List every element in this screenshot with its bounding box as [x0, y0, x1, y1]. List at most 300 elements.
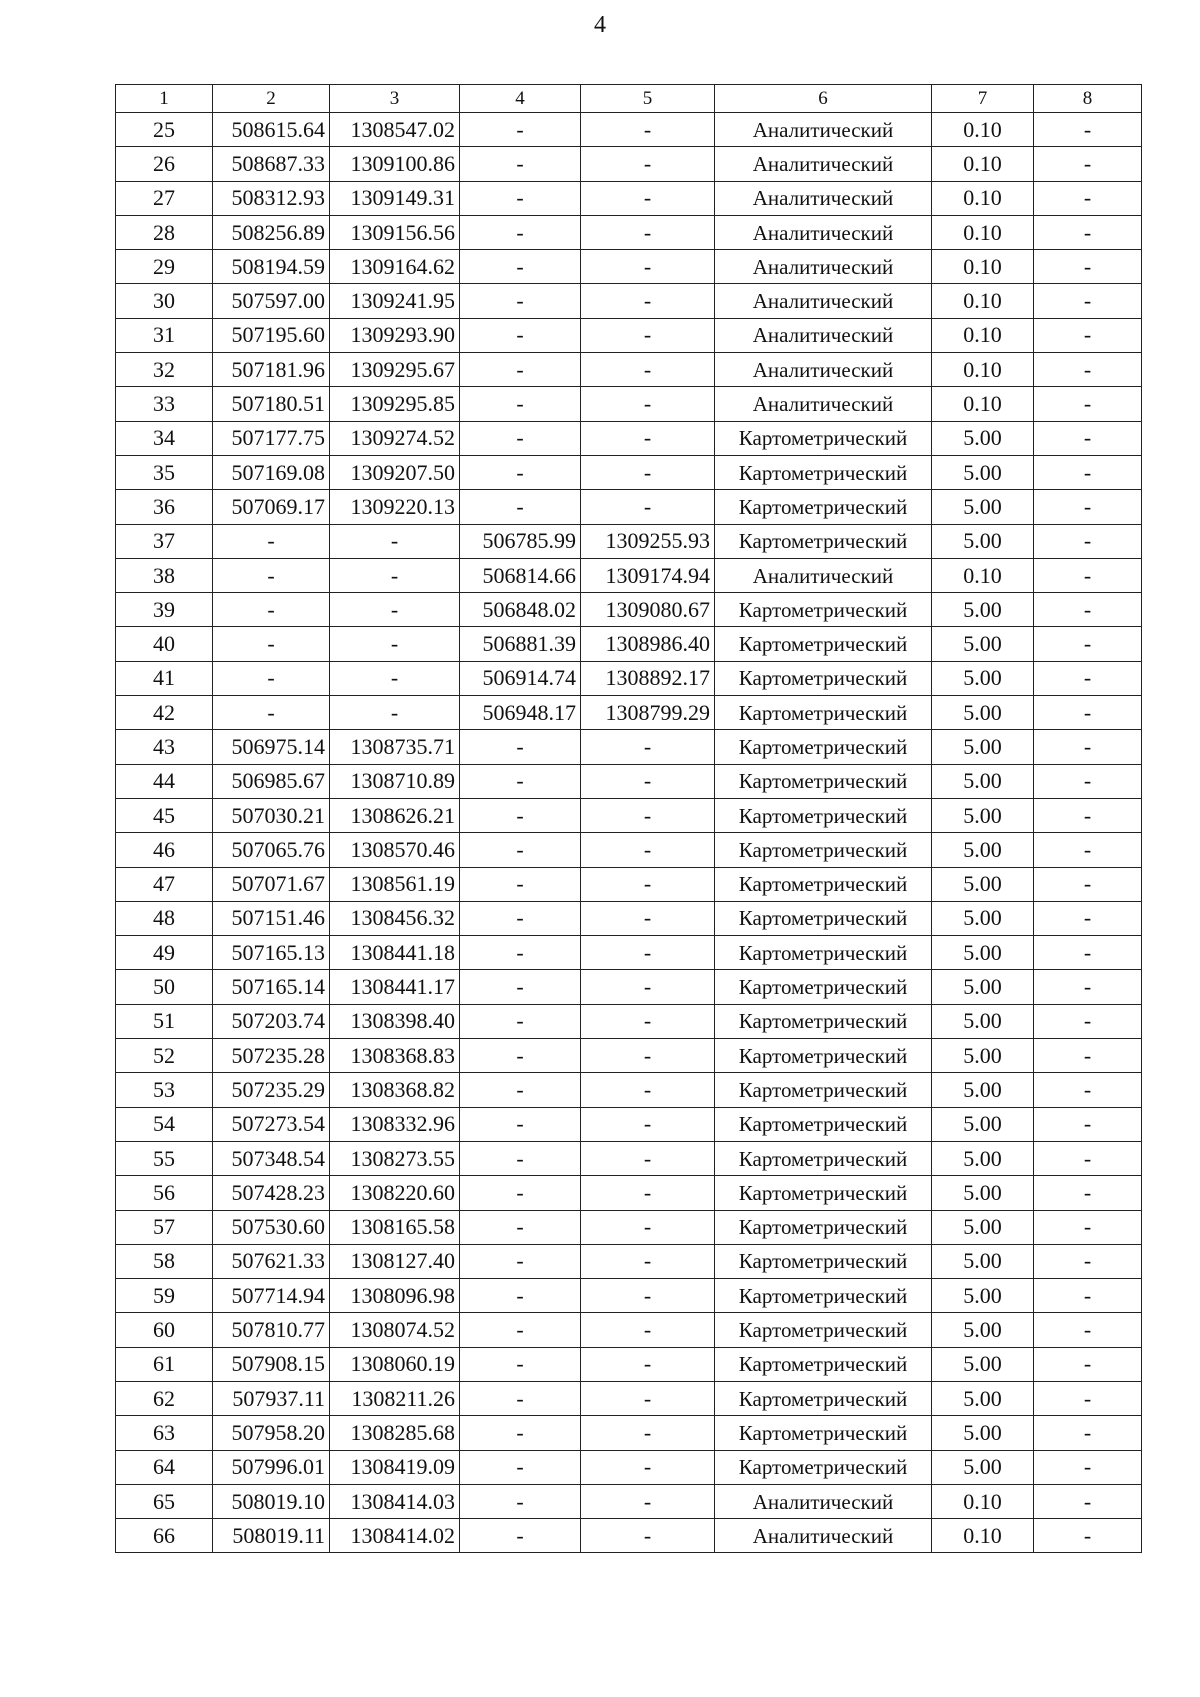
note-cell: -: [1034, 970, 1142, 1004]
point-number-cell: 28: [116, 215, 213, 249]
y-coord-cell: 1308570.46: [330, 833, 460, 867]
point-number-cell: 49: [116, 936, 213, 970]
x-coord-cell: 507180.51: [213, 387, 330, 421]
method-cell: Аналитический: [715, 353, 932, 387]
table-row: [116, 455, 1142, 489]
method-cell: Картометрический: [715, 661, 932, 695]
x-coord-new-cell: 506785.99: [460, 524, 581, 558]
method-cell: Картометрический: [715, 524, 932, 558]
y-coord-cell: 1309293.90: [330, 318, 460, 352]
x-coord-cell: 507151.46: [213, 901, 330, 935]
method-cell: Картометрический: [715, 1210, 932, 1244]
x-coord-new-cell: 506848.02: [460, 593, 581, 627]
x-coord-new-cell: -: [460, 1176, 581, 1210]
note-cell: -: [1034, 215, 1142, 249]
x-coord-new-cell: -: [460, 1141, 581, 1175]
accuracy-cell: 0.10: [932, 1484, 1034, 1518]
accuracy-cell: 5.00: [932, 661, 1034, 695]
x-coord-cell: 507348.54: [213, 1141, 330, 1175]
method-cell: Картометрический: [715, 593, 932, 627]
y-coord-new-cell: -: [581, 798, 715, 832]
y-coord-cell: 1308368.82: [330, 1073, 460, 1107]
point-number-cell: 26: [116, 147, 213, 181]
note-cell: -: [1034, 1347, 1142, 1381]
y-coord-new-cell: -: [581, 147, 715, 181]
x-coord-cell: 507428.23: [213, 1176, 330, 1210]
table-row: [116, 627, 1142, 661]
note-cell: -: [1034, 181, 1142, 215]
x-coord-new-cell: -: [460, 1450, 581, 1484]
method-cell: Картометрический: [715, 764, 932, 798]
y-coord-cell: -: [330, 524, 460, 558]
method-cell: Картометрический: [715, 490, 932, 524]
note-cell: -: [1034, 1313, 1142, 1347]
x-coord-cell: 508019.10: [213, 1484, 330, 1518]
table-row: [116, 833, 1142, 867]
x-coord-new-cell: -: [460, 1210, 581, 1244]
point-number-cell: 38: [116, 558, 213, 592]
y-coord-cell: 1309100.86: [330, 147, 460, 181]
point-number-cell: 62: [116, 1381, 213, 1415]
method-cell: Картометрический: [715, 730, 932, 764]
x-coord-new-cell: -: [460, 1039, 581, 1073]
y-coord-new-cell: -: [581, 250, 715, 284]
y-coord-new-cell: -: [581, 1004, 715, 1038]
note-cell: -: [1034, 661, 1142, 695]
point-number-cell: 46: [116, 833, 213, 867]
note-cell: -: [1034, 627, 1142, 661]
note-cell: -: [1034, 833, 1142, 867]
point-number-cell: 30: [116, 284, 213, 318]
y-coord-cell: 1308710.89: [330, 764, 460, 798]
note-cell: -: [1034, 1141, 1142, 1175]
header-cell: 3: [330, 85, 460, 113]
x-coord-new-cell: -: [460, 353, 581, 387]
header-cell: 1: [116, 85, 213, 113]
x-coord-cell: -: [213, 593, 330, 627]
x-coord-cell: 508615.64: [213, 113, 330, 147]
note-cell: -: [1034, 1107, 1142, 1141]
point-number-cell: 56: [116, 1176, 213, 1210]
table-row: [116, 970, 1142, 1004]
table-row: [116, 1313, 1142, 1347]
table-row: [116, 353, 1142, 387]
y-coord-new-cell: -: [581, 1381, 715, 1415]
y-coord-new-cell: -: [581, 113, 715, 147]
accuracy-cell: 0.10: [932, 215, 1034, 249]
table-row: [116, 1519, 1142, 1553]
x-coord-cell: 507621.33: [213, 1244, 330, 1278]
point-number-cell: 57: [116, 1210, 213, 1244]
accuracy-cell: 5.00: [932, 833, 1034, 867]
x-coord-new-cell: -: [460, 1381, 581, 1415]
x-coord-cell: 507937.11: [213, 1381, 330, 1415]
y-coord-cell: 1309207.50: [330, 455, 460, 489]
method-cell: Картометрический: [715, 1073, 932, 1107]
point-number-cell: 63: [116, 1416, 213, 1450]
accuracy-cell: 5.00: [932, 593, 1034, 627]
y-coord-new-cell: -: [581, 1313, 715, 1347]
x-coord-cell: 507169.08: [213, 455, 330, 489]
accuracy-cell: 5.00: [932, 421, 1034, 455]
table-row: [116, 1176, 1142, 1210]
accuracy-cell: 5.00: [932, 1176, 1034, 1210]
x-coord-new-cell: -: [460, 1244, 581, 1278]
x-coord-new-cell: -: [460, 936, 581, 970]
table-row: [116, 215, 1142, 249]
accuracy-cell: 5.00: [932, 1313, 1034, 1347]
y-coord-cell: 1308127.40: [330, 1244, 460, 1278]
method-cell: Картометрический: [715, 1416, 932, 1450]
note-cell: -: [1034, 1004, 1142, 1038]
accuracy-cell: 5.00: [932, 1004, 1034, 1038]
accuracy-cell: 5.00: [932, 901, 1034, 935]
x-coord-cell: 508256.89: [213, 215, 330, 249]
table-row: [116, 1381, 1142, 1415]
y-coord-cell: -: [330, 593, 460, 627]
header-cell: 5: [581, 85, 715, 113]
y-coord-new-cell: -: [581, 1210, 715, 1244]
point-number-cell: 25: [116, 113, 213, 147]
y-coord-cell: 1309241.95: [330, 284, 460, 318]
table-row: [116, 1141, 1142, 1175]
y-coord-new-cell: -: [581, 1484, 715, 1518]
y-coord-cell: 1309295.85: [330, 387, 460, 421]
point-number-cell: 32: [116, 353, 213, 387]
x-coord-new-cell: -: [460, 215, 581, 249]
x-coord-cell: -: [213, 696, 330, 730]
accuracy-cell: 5.00: [932, 455, 1034, 489]
x-coord-new-cell: 506881.39: [460, 627, 581, 661]
table-row: [116, 1073, 1142, 1107]
table-row: [116, 764, 1142, 798]
accuracy-cell: 5.00: [932, 1450, 1034, 1484]
table-row: [116, 387, 1142, 421]
note-cell: -: [1034, 490, 1142, 524]
note-cell: -: [1034, 1519, 1142, 1553]
x-coord-cell: -: [213, 661, 330, 695]
point-number-cell: 31: [116, 318, 213, 352]
method-cell: Картометрический: [715, 1450, 932, 1484]
y-coord-new-cell: 1308986.40: [581, 627, 715, 661]
accuracy-cell: 5.00: [932, 696, 1034, 730]
table-row: [116, 1210, 1142, 1244]
y-coord-cell: 1308096.98: [330, 1279, 460, 1313]
y-coord-cell: 1308419.09: [330, 1450, 460, 1484]
method-cell: Аналитический: [715, 181, 932, 215]
y-coord-new-cell: -: [581, 901, 715, 935]
x-coord-new-cell: -: [460, 113, 581, 147]
x-coord-new-cell: 506914.74: [460, 661, 581, 695]
point-number-cell: 40: [116, 627, 213, 661]
note-cell: -: [1034, 696, 1142, 730]
accuracy-cell: 5.00: [932, 1244, 1034, 1278]
y-coord-cell: 1309164.62: [330, 250, 460, 284]
accuracy-cell: 0.10: [932, 353, 1034, 387]
table-row: [116, 1450, 1142, 1484]
x-coord-new-cell: 506948.17: [460, 696, 581, 730]
accuracy-cell: 5.00: [932, 490, 1034, 524]
x-coord-cell: 508312.93: [213, 181, 330, 215]
point-number-cell: 42: [116, 696, 213, 730]
note-cell: -: [1034, 387, 1142, 421]
y-coord-cell: 1309220.13: [330, 490, 460, 524]
y-coord-new-cell: -: [581, 1519, 715, 1553]
y-coord-new-cell: -: [581, 1141, 715, 1175]
y-coord-cell: 1308368.83: [330, 1039, 460, 1073]
x-coord-new-cell: -: [460, 1107, 581, 1141]
y-coord-new-cell: -: [581, 1347, 715, 1381]
point-number-cell: 55: [116, 1141, 213, 1175]
x-coord-cell: -: [213, 627, 330, 661]
x-coord-new-cell: -: [460, 490, 581, 524]
accuracy-cell: 5.00: [932, 1210, 1034, 1244]
accuracy-cell: 0.10: [932, 147, 1034, 181]
table-row: [116, 1347, 1142, 1381]
x-coord-new-cell: -: [460, 421, 581, 455]
y-coord-cell: 1309149.31: [330, 181, 460, 215]
note-cell: -: [1034, 147, 1142, 181]
x-coord-cell: 507071.67: [213, 867, 330, 901]
method-cell: Аналитический: [715, 284, 932, 318]
method-cell: Аналитический: [715, 147, 932, 181]
y-coord-new-cell: -: [581, 1244, 715, 1278]
y-coord-new-cell: -: [581, 1176, 715, 1210]
table-row: [116, 1039, 1142, 1073]
x-coord-new-cell: -: [460, 147, 581, 181]
point-number-cell: 54: [116, 1107, 213, 1141]
x-coord-cell: 508019.11: [213, 1519, 330, 1553]
point-number-cell: 39: [116, 593, 213, 627]
method-cell: Картометрический: [715, 1244, 932, 1278]
note-cell: -: [1034, 1176, 1142, 1210]
x-coord-cell: 508194.59: [213, 250, 330, 284]
method-cell: Картометрический: [715, 1313, 932, 1347]
table-row: [116, 798, 1142, 832]
note-cell: -: [1034, 1244, 1142, 1278]
table-row: [116, 936, 1142, 970]
method-cell: Картометрический: [715, 901, 932, 935]
method-cell: Картометрический: [715, 867, 932, 901]
header-cell: 8: [1034, 85, 1142, 113]
y-coord-new-cell: -: [581, 730, 715, 764]
y-coord-new-cell: -: [581, 353, 715, 387]
y-coord-cell: -: [330, 558, 460, 592]
y-coord-cell: 1308398.40: [330, 1004, 460, 1038]
point-number-cell: 66: [116, 1519, 213, 1553]
x-coord-cell: 507810.77: [213, 1313, 330, 1347]
table-row: [116, 250, 1142, 284]
table-row: [116, 696, 1142, 730]
y-coord-new-cell: 1309255.93: [581, 524, 715, 558]
y-coord-cell: -: [330, 627, 460, 661]
note-cell: -: [1034, 1450, 1142, 1484]
y-coord-cell: 1308547.02: [330, 113, 460, 147]
y-coord-cell: 1308060.19: [330, 1347, 460, 1381]
accuracy-cell: 5.00: [932, 1347, 1034, 1381]
note-cell: -: [1034, 250, 1142, 284]
accuracy-cell: 0.10: [932, 558, 1034, 592]
y-coord-new-cell: -: [581, 455, 715, 489]
y-coord-new-cell: -: [581, 1039, 715, 1073]
x-coord-new-cell: -: [460, 455, 581, 489]
y-coord-new-cell: -: [581, 284, 715, 318]
x-coord-cell: 507203.74: [213, 1004, 330, 1038]
y-coord-cell: -: [330, 696, 460, 730]
y-coord-new-cell: -: [581, 421, 715, 455]
point-number-cell: 59: [116, 1279, 213, 1313]
point-number-cell: 37: [116, 524, 213, 558]
method-cell: Картометрический: [715, 696, 932, 730]
x-coord-cell: 506985.67: [213, 764, 330, 798]
note-cell: -: [1034, 524, 1142, 558]
accuracy-cell: 5.00: [932, 1141, 1034, 1175]
point-number-cell: 50: [116, 970, 213, 1004]
accuracy-cell: 5.00: [932, 1107, 1034, 1141]
note-cell: -: [1034, 1484, 1142, 1518]
y-coord-new-cell: -: [581, 1107, 715, 1141]
point-number-cell: 29: [116, 250, 213, 284]
accuracy-cell: 0.10: [932, 113, 1034, 147]
accuracy-cell: 5.00: [932, 936, 1034, 970]
x-coord-new-cell: -: [460, 764, 581, 798]
page-number: 4: [594, 12, 606, 38]
y-coord-new-cell: -: [581, 181, 715, 215]
note-cell: -: [1034, 764, 1142, 798]
x-coord-cell: 507030.21: [213, 798, 330, 832]
point-number-cell: 43: [116, 730, 213, 764]
y-coord-cell: 1308441.18: [330, 936, 460, 970]
point-number-cell: 27: [116, 181, 213, 215]
x-coord-cell: 507165.14: [213, 970, 330, 1004]
y-coord-new-cell: -: [581, 970, 715, 1004]
y-coord-new-cell: -: [581, 1450, 715, 1484]
y-coord-new-cell: 1309174.94: [581, 558, 715, 592]
point-number-cell: 45: [116, 798, 213, 832]
accuracy-cell: 5.00: [932, 1279, 1034, 1313]
accuracy-cell: 0.10: [932, 387, 1034, 421]
y-coord-cell: 1308332.96: [330, 1107, 460, 1141]
y-coord-cell: 1308414.02: [330, 1519, 460, 1553]
x-coord-new-cell: -: [460, 798, 581, 832]
table-body: [116, 113, 1142, 1553]
method-cell: Аналитический: [715, 318, 932, 352]
method-cell: Картометрический: [715, 1176, 932, 1210]
y-coord-new-cell: -: [581, 1073, 715, 1107]
x-coord-new-cell: -: [460, 1347, 581, 1381]
method-cell: Аналитический: [715, 250, 932, 284]
table-row: [116, 661, 1142, 695]
point-number-cell: 41: [116, 661, 213, 695]
y-coord-cell: 1308735.71: [330, 730, 460, 764]
note-cell: -: [1034, 1416, 1142, 1450]
point-number-cell: 64: [116, 1450, 213, 1484]
x-coord-new-cell: -: [460, 1313, 581, 1347]
method-cell: Картометрический: [715, 1004, 932, 1038]
accuracy-cell: 5.00: [932, 627, 1034, 661]
x-coord-cell: 507065.76: [213, 833, 330, 867]
x-coord-new-cell: -: [460, 901, 581, 935]
note-cell: -: [1034, 901, 1142, 935]
note-cell: -: [1034, 730, 1142, 764]
point-number-cell: 34: [116, 421, 213, 455]
table-row: [116, 524, 1142, 558]
x-coord-new-cell: -: [460, 1073, 581, 1107]
table-row: [116, 284, 1142, 318]
table-row: [116, 490, 1142, 524]
y-coord-cell: 1309274.52: [330, 421, 460, 455]
x-coord-new-cell: -: [460, 387, 581, 421]
x-coord-cell: 507235.28: [213, 1039, 330, 1073]
x-coord-new-cell: -: [460, 1279, 581, 1313]
point-number-cell: 61: [116, 1347, 213, 1381]
method-cell: Картометрический: [715, 1039, 932, 1073]
x-coord-new-cell: -: [460, 284, 581, 318]
table-row: [116, 1004, 1142, 1038]
x-coord-cell: 507908.15: [213, 1347, 330, 1381]
y-coord-new-cell: -: [581, 833, 715, 867]
table-row: [116, 1279, 1142, 1313]
y-coord-cell: 1308626.21: [330, 798, 460, 832]
point-number-cell: 36: [116, 490, 213, 524]
header-row: [116, 85, 1142, 113]
table-row: [116, 113, 1142, 147]
x-coord-new-cell: -: [460, 833, 581, 867]
method-cell: Аналитический: [715, 387, 932, 421]
method-cell: Аналитический: [715, 113, 932, 147]
y-coord-cell: 1309156.56: [330, 215, 460, 249]
method-cell: Картометрический: [715, 1141, 932, 1175]
y-coord-new-cell: -: [581, 867, 715, 901]
x-coord-new-cell: -: [460, 730, 581, 764]
y-coord-new-cell: 1308892.17: [581, 661, 715, 695]
x-coord-cell: 507714.94: [213, 1279, 330, 1313]
method-cell: Аналитический: [715, 1519, 932, 1553]
note-cell: -: [1034, 421, 1142, 455]
note-cell: -: [1034, 284, 1142, 318]
y-coord-cell: 1308456.32: [330, 901, 460, 935]
y-coord-cell: 1308074.52: [330, 1313, 460, 1347]
x-coord-cell: 507195.60: [213, 318, 330, 352]
x-coord-cell: 507597.00: [213, 284, 330, 318]
y-coord-cell: 1308285.68: [330, 1416, 460, 1450]
x-coord-new-cell: -: [460, 318, 581, 352]
y-coord-new-cell: -: [581, 936, 715, 970]
accuracy-cell: 0.10: [932, 318, 1034, 352]
y-coord-new-cell: -: [581, 318, 715, 352]
header-cell: 7: [932, 85, 1034, 113]
y-coord-cell: 1308211.26: [330, 1381, 460, 1415]
method-cell: Картометрический: [715, 1279, 932, 1313]
x-coord-new-cell: -: [460, 867, 581, 901]
note-cell: -: [1034, 867, 1142, 901]
y-coord-new-cell: -: [581, 387, 715, 421]
accuracy-cell: 5.00: [932, 1073, 1034, 1107]
x-coord-cell: 507530.60: [213, 1210, 330, 1244]
method-cell: Аналитический: [715, 215, 932, 249]
accuracy-cell: 5.00: [932, 764, 1034, 798]
x-coord-cell: 507958.20: [213, 1416, 330, 1450]
method-cell: Картометрический: [715, 627, 932, 661]
table-row: [116, 318, 1142, 352]
table-row: [116, 593, 1142, 627]
table-row: [116, 1244, 1142, 1278]
accuracy-cell: 5.00: [932, 1039, 1034, 1073]
y-coord-new-cell: -: [581, 215, 715, 249]
x-coord-new-cell: -: [460, 181, 581, 215]
y-coord-new-cell: 1309080.67: [581, 593, 715, 627]
point-number-cell: 51: [116, 1004, 213, 1038]
